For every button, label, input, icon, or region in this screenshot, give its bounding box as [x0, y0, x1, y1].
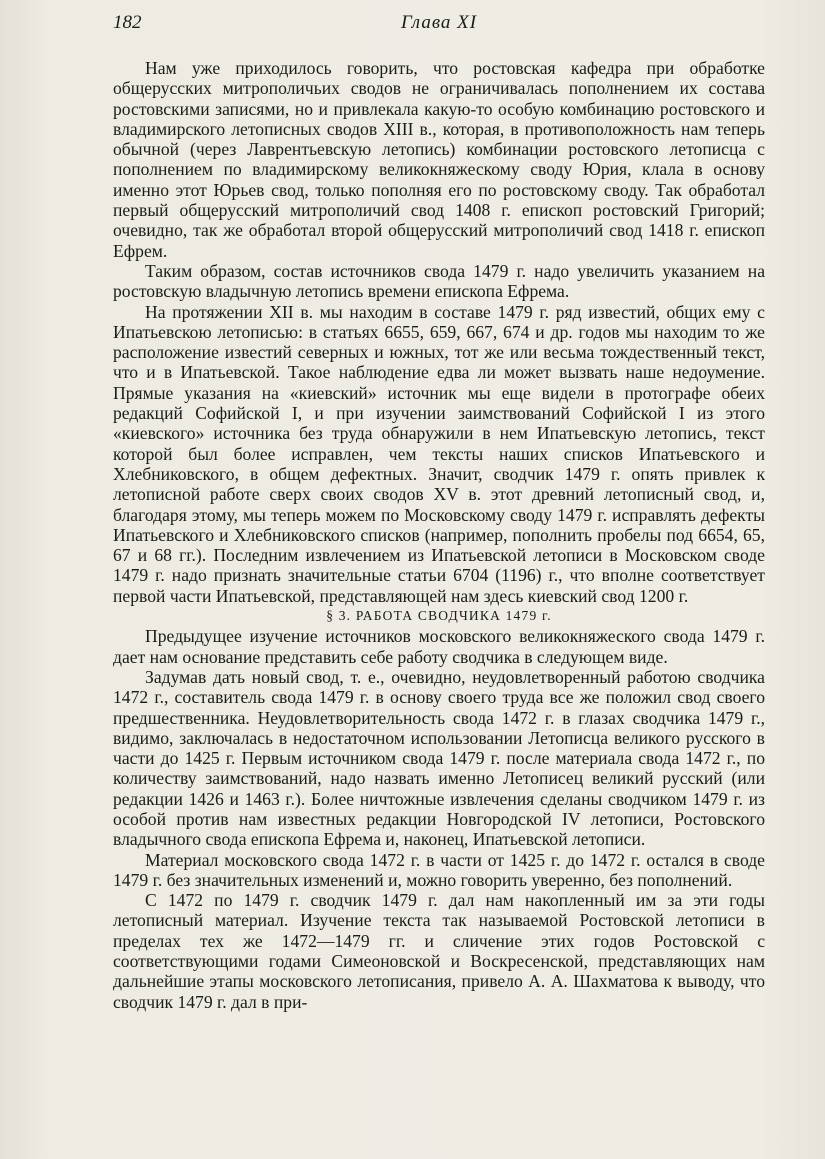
paragraph: Задумав дать новый свод, т. е., очевидно, неудовлетворенный работою сводчика 1472 г., составитель свода 1479 г. в основу своего труда все же положил свод своего предшественника. Неудовлетворительность свода 1472 г. в глазах сводчика 1479 г., видимо, заключалась в недостаточном использовании Летописца великого русского в части до 1425 г. Первым источником свода 1479 г. после материала свода 1472 г., по количеству заимствований, надо назвать именно Летописец великий русский (или редакции 1426 и 1463 г.). Более ничтожные извлечения сделаны сводчиком 1479 г. из особой против нам известных редакции Новгородской IV летописи, Ростовского владычного свода епископа Ефрема и, наконец, Ипатьевской летописи. [113, 666, 765, 850]
section-heading: § 3. РАБОТА СВОДЧИКА 1479 г. [326, 608, 552, 624]
paragraph: Предыдущее изучение источников московского великокняжеского свода 1479 г. дает нам основание представить себе работу сводчика в следующем виде. [113, 626, 765, 667]
paragraph: На протяжении XII в. мы находим в составе 1479 г. ряд известий, общих ему с Ипатьевскою летописью: в статьях 6655, 659, 667, 674 и др. годов мы находим то же расположение известий северных и южных, тот же или весьма тождественный текст, что и в Ипатьевской. Такое наблюдение едва ли может вызвать наше недоумение. Прямые указания на «киевский» источник мы еще видели в протографе обеих редакций Софийской I, и при изучении заимствований Софийской I из этого «киевского» источника без труда обнаружили в нем Ипатьевскую летопись, текст которой был более исправлен, чем тексты наших списков Ипатьевского и Хлебниковского, в общем дефектных. Значит, сводчик 1479 г. опять привлек к летописной работе сверх своих сводов XV в. этот древний летописный свод, и, благодаря этому, мы теперь можем по Московскому своду 1479 г. исправлять дефекты Ипатьевского и Хлебниковского списков (например, пополнить пробелы под 6654, 65, 67 и 68 гг.). Последним извлечением из Ипатьевской летописи в Московском своде 1479 г. надо признать значительные статьи 6704 (1196) г., что вполне соответствует первой части Ипатьевской, представляющей нам здесь киевский свод 1200 г. [113, 301, 765, 606]
paragraph: Материал московского свода 1472 г. в части от 1425 г. до 1472 г. остался в своде 1479 г. без значительных изменений и, можно говорить уверенно, без пополнений. [113, 849, 765, 890]
page-number: 182 [113, 12, 142, 33]
paragraph: Таким образом, состав источников свода 1479 г. надо увеличить указанием на ростовскую владычную летопись времени епископа Ефрема. [113, 260, 765, 302]
body-text [113, 58, 765, 1012]
paragraph: С 1472 по 1479 г. сводчик 1479 г. дал нам накопленный им за эти годы летописный материал. Изучение текста так называемой Ростовской летописи в пределах тех же 1472—1479 гг. и сличение этих годов Ростовской с соответствующими годами Симеоновской и Воскресенской, представляющих нам дальнейшие этапы московского летописания, привело А. А. Шахматова к выводу, что сводчик 1479 г. дал в при- [113, 890, 765, 1012]
chapter-title: Глава XI [401, 12, 478, 33]
paragraph: Нам уже приходилось говорить, что ростовская кафедра при обработке общерусских митрополичьих сводов не ограничивалась пополнением их состава ростовскими записями, но и привлекала какую-то особую комбинацию ростовского и владимирского летописных сводов XIII в., которая, в противоположность нам теперь обычной (через Лаврентьевскую летопись) комбинации ростовского летописца с пополнением по владимирскому великокняжескому своду Юрия, клала в основу именно этот Юрьев свод, только пополняя его по ростовскому своду. Так обработал первый общерусский митрополичий свод 1408 г. епископ ростовский Григорий; очевидно, так же обработал второй общерусский митрополичий свод 1418 г. епископ Ефрем. [113, 58, 765, 261]
running-head [113, 12, 765, 42]
